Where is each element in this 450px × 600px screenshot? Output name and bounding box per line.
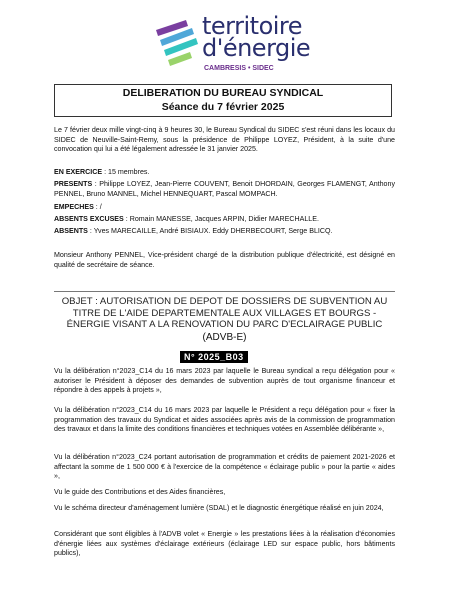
exercice-label: EN EXERCICE [54,168,103,176]
absents-value: : Yves MARECAILLE, André BISIAUX. Eddy DHERBECOURT, Serge BLICQ. [87,227,333,235]
presents-value: : Philippe LOYEZ, Jean-Pierre COUVENT, Benoit DHORDAIN, Georges FLAMENGT, Anthony PENNEL, Bruno MANNEL, Michel HENNEQUART, Pascal MOMPACH. [54,180,395,198]
session-date: Séance du 7 février 2025 [161,101,285,113]
attendance-presents [54,180,395,199]
objet-section [54,291,395,343]
absents-label: ABSENTS [54,227,88,235]
attendance-absents [54,227,395,237]
excuses-value: : Romain MANESSE, Jacques ARPIN, Didier MARECHALLE. [123,215,319,223]
presents-label: PRESENTS [54,180,93,188]
logo-subtitle: CAMBRESIS • SIDEC [204,65,274,72]
body-paragraph: Vu le guide des Contributions et des Aides financières, [54,488,226,496]
secretary-paragraph: Monsieur Anthony PENNEL, Vice-président chargé de la distribution publique d'électricité, est désigné en qualité de secrétaire de séance. [54,251,395,269]
attendance-excuses [54,215,395,225]
deliberation-title-box [54,84,392,117]
intro-paragraph: Le 7 février deux mille vingt-cinq à 9 heures 30, le Bureau Syndical du SIDEC s'est réuni dans les locaux du SIDEC de Neuville-Saint-Remy, sous la présidence de Philippe LOYEZ, Président, à la suite d'une convocation qui lui a été légalement adressée le 31 janvier 2025. [54,126,395,154]
body-paragraph: Vu la délibération n°2023_C14 du 16 mars 2023 par laquelle le Président a reçu délégation pour « fixer la programmation des travaux du Syndicat et aides associées après avis de la commission de programmation des travaux et dans la limite des conditions financières et techniques votées en Assemblée délibérante », [54,406,395,434]
body-paragraph: Vu la délibération n°2023_C14 du 16 mars 2023 par laquelle le Bureau syndical a reçu délégation pour « autoriser le Président à déposer des demandes de subvention auprès de tout organisme financeur et répondre à des appels à projets », [54,367,395,395]
body-paragraph: Vu le schéma directeur d'aménagement lumière (SDAL) et le diagnostic énergétique réalisé en juin 2024, [54,504,384,512]
empeches-label: EMPECHES [54,203,94,211]
body-paragraph: Considérant que sont éligibles à l'ADVB volet « Energie » les prestations liées à la réalisation d'économies d'énergie liées aux systèmes d'éclairage extérieurs (éclairage LED sur espace public, hors bâtiments publics), [54,530,395,558]
body-paragraph: Vu la délibération n°2023_C24 portant autorisation de programmation et crédits de paiement 2021-2026 et affectant la somme de 1 500 000 € à l'exercice de la compétence « éclairage public » pour la partie « aides », [54,453,395,481]
empeches-value: : / [93,203,102,211]
excuses-label: ABSENTS EXCUSES [54,215,124,223]
attendance-empeches [54,203,395,213]
exercice-value: : 15 membres. [102,168,150,176]
objet-code: (ADVB-E) [202,331,247,343]
deliberation-number: N° 2025_B03 [180,351,248,363]
deliberation-title: DELIBERATION DU BUREAU SYNDICAL [122,87,324,99]
logo-title-line2: d'énergie [202,34,311,62]
attendance-exercice [54,168,395,178]
objet-text: OBJET : AUTORISATION DE DEPOT DE DOSSIERS DE SUBVENTION AU TITRE DE L'AIDE DEPARTEMENTALE AUX VILLAGES ET BOURGS - ÉNERGIE VISANT A LA RENOVATION DU PARC D'ECLAIRAGE PUBLIC [61,296,388,330]
logo-title-line1: territoire [202,12,303,40]
logo [152,12,311,74]
logo-swoosh-icon [152,16,200,66]
